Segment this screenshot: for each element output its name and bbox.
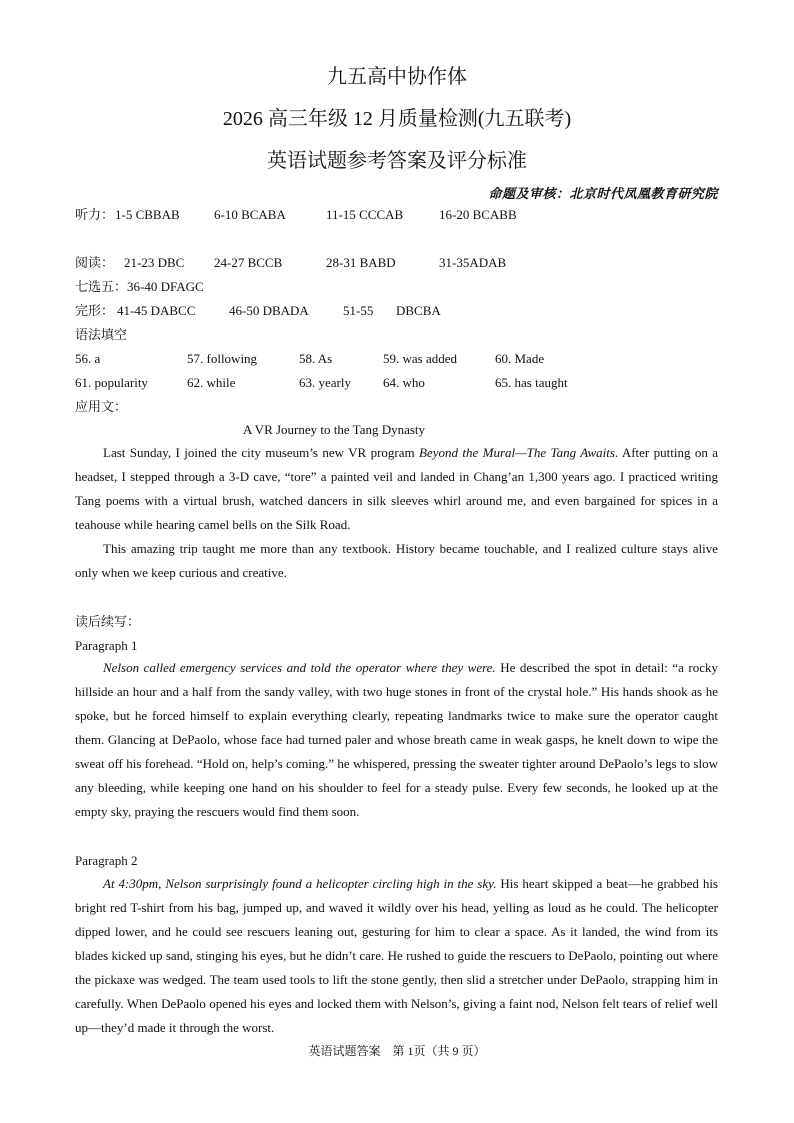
listening-group: 6-10 BCABA	[214, 207, 286, 222]
grammar-answer: 65. has taught	[495, 375, 568, 390]
reading-group: 31-35ADAB	[439, 255, 507, 270]
application-label: 应用文：	[75, 399, 128, 414]
grammar-answer: 62. while	[187, 375, 236, 390]
essay-title: A VR Journey to the Tang Dynasty	[243, 422, 426, 437]
given-sentence: At 4:30pm, Nelson surprisingly found a helicopter circling high in the sky.	[103, 876, 497, 891]
essay-paragraph-1	[75, 441, 718, 537]
cloze-group: 46-50 DBADA	[229, 303, 309, 318]
cloze-group: 51-55	[343, 303, 374, 318]
continuation-text: He described the spot in detail: “a rocky hillside an hour and a half from the sandy valley, with two huge stones in front of the crystal hole.” His hands shook as he spoke, but he forced himself to explain everything clearly, repeating landmarks twice to make sure the operator caught them. Glancing at DePaolo, whose face had turned paler and whose breath came in weak gasps, he knelt down to wipe the sweat off his forehead. “Hold on, help’s coming.” he whispered, pressing the sweater tighter around DePaolo’s legs to slow any bleeding, while keeping one hand on his shoulder to feel for a steady pulse. Every few seconds, he looked up at the empty sky, praying the rescuers would find them soon.	[75, 660, 718, 819]
grammar-label: 语法填空	[75, 327, 128, 342]
listening-group: 1-5 CBBAB	[115, 207, 180, 222]
grammar-answer: 63. yearly	[299, 375, 351, 390]
continuation-text: His heart skipped a beat—he grabbed his bright red T-shirt from his bag, jumped up, and waved it wildly over his head, yelling as loud as he could. The helicopter dipped lower, and he could see rescuers leaning out, gesturing for him to clear a space. As it landed, the wind from its blades kicked up sand, stinging his eyes, but he didn’t care. He rushed to guide the rescuers to DePaolo, pointing out where the pickaxe was wedged. The team used tools to lift the stone gently, then slid a stretcher under DePaolo, strapping him in carefully. When DePaolo opened his eyes and locked them with Nelson’s, giving a faint nod, Nelson felt tears of relief well up—they’d made it through the worst.	[75, 876, 719, 1035]
page-footer: 英语试题答案 第 1页（共 9 页）	[308, 1044, 486, 1058]
grammar-answer: 60. Made	[495, 351, 545, 366]
reading-group: 24-27 BCCB	[214, 255, 283, 270]
given-sentence: Nelson called emergency services and told the operator where they were.	[103, 660, 496, 675]
grammar-answer: 56. a	[75, 351, 101, 366]
cloze-group: DBCBA	[396, 303, 441, 318]
seven-five-answers: 七选五：36-40 DFAGC	[75, 279, 204, 294]
document-title: 英语试题参考答案及评分标准	[267, 150, 527, 172]
essay-text: Last Sunday, I joined the city museum’s new VR program	[103, 445, 419, 460]
grammar-answer: 61. popularity	[75, 375, 148, 390]
grammar-answer: 58. As	[299, 351, 333, 366]
school-title: 九五高中协作体	[327, 66, 467, 88]
continuation-label: 读后续写：	[75, 614, 141, 629]
grammar-answer: 57. following	[187, 351, 258, 366]
essay-text: . After putting on a headset, I stepped through a 3-D cave, “tore” a painted veil and landed in Chang’an 1,300 years ago. I practiced writing Tang poems with a virtual brush, watched dancers in silk sleeves whirl around me, and even bargained for spices in a teahouse while hearing camel bells on the Silk Road.	[75, 445, 718, 532]
listening-label: 听力：	[75, 207, 115, 222]
reading-group: 21-23 DBC	[124, 255, 185, 270]
reading-label: 阅读：	[75, 255, 115, 270]
grammar-answer: 64. who	[383, 375, 425, 390]
cloze-label: 完形：	[75, 303, 115, 318]
paragraph-2-label: Paragraph 2	[75, 853, 138, 868]
reading-group: 28-31 BABD	[326, 255, 396, 270]
listening-group: 16-20 BCABB	[439, 207, 517, 222]
essay-paragraph-2: This amazing trip taught me more than any textbook. History became touchable, and I realized culture stays alive only when we keep curious and creative.	[75, 541, 718, 580]
listening-group: 11-15 CCCAB	[326, 207, 404, 222]
paragraph-1-label: Paragraph 1	[75, 638, 138, 653]
author-credit: 命题及审核：北京时代凤凰教育研究院	[488, 187, 718, 202]
continuation-paragraph-2	[75, 872, 718, 1040]
grammar-answer: 59. was added	[383, 351, 458, 366]
program-title: Beyond the Mural—The Tang Awaits	[419, 445, 615, 460]
continuation-paragraph-1	[75, 656, 718, 824]
exam-title: 2026 高三年级 12 月质量检测(九五联考)	[222, 108, 572, 130]
cloze-group: 41-45 DABCC	[117, 303, 196, 318]
